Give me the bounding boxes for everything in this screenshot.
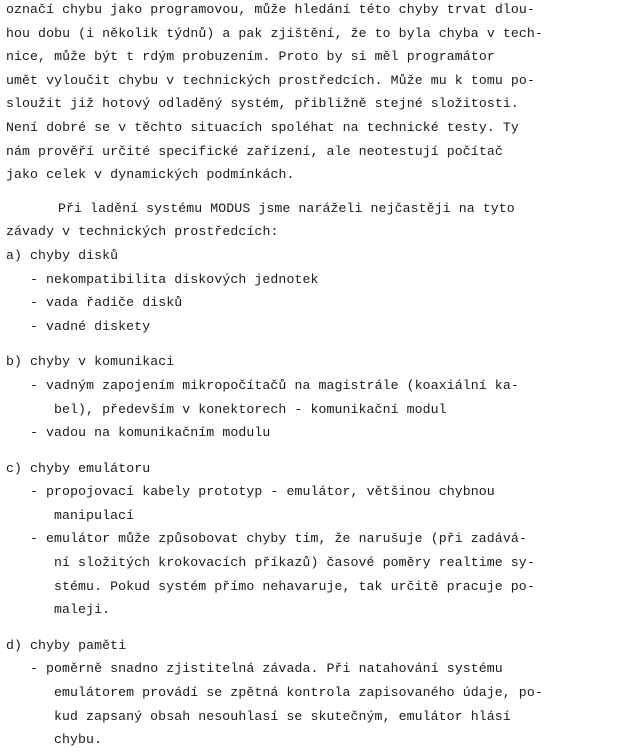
text-line: sloužit již hotový odladěný systém, přibližně stejné složitosti. bbox=[6, 96, 519, 112]
section-disk-faults bbox=[6, 244, 638, 338]
text-line: nice, může být t rdým probuzením. Proto by si měl programátor bbox=[6, 49, 495, 65]
list-item: - emulátor může způsobovat chyby tím, že narušuje (při zadává- bbox=[30, 531, 527, 547]
list-item: - poměrně snadno zjistitelná závada. Při natahování systému bbox=[30, 661, 503, 677]
text-line: hou dobu (i několik týdnů) a pak zjištění, že to byla chyba v tech- bbox=[6, 25, 543, 41]
list-item: - vadné diskety bbox=[30, 318, 151, 334]
text-line: umět vyloučit chybu v technických prostředcích. Může mu k tomu po- bbox=[6, 72, 535, 88]
list-item: - vadným zapojením mikropočítačů na magistrále (koaxiální ka- bbox=[30, 377, 519, 393]
section-communication-faults bbox=[6, 350, 638, 444]
list-item: - vadou na komunikačním modulu bbox=[30, 425, 271, 441]
list-item-continuation: ní složitých krokovacích příkazů) časové poměry realtime sy- bbox=[54, 555, 535, 571]
text-line: označí chybu jako programovou, může hledání této chyby trvat dlou- bbox=[6, 2, 535, 17]
list-item-continuation: emulátorem provádí se zpětná kontrola zapisovaného údaje, po- bbox=[54, 685, 543, 701]
section-heading: c) chyby emulátoru bbox=[6, 460, 151, 476]
section-memory-faults bbox=[6, 634, 638, 752]
list-item-continuation: maleji. bbox=[54, 602, 111, 618]
section-emulator-faults bbox=[6, 457, 638, 622]
list-item: - nekompatibilita diskových jednotek bbox=[30, 271, 319, 287]
section-heading: a) chyby disků bbox=[6, 247, 119, 263]
section-heading: b) chyby v komunikaci bbox=[6, 354, 175, 370]
list-item-continuation: manipulací bbox=[54, 507, 135, 523]
list-item-continuation: kud zapsaný obsah nesouhlasí se skutečným, emulátor hlásí bbox=[54, 708, 511, 724]
list-item-continuation: bel), především v konektorech - komunikační modul bbox=[54, 401, 447, 417]
text-line: závady v technických prostředcích: bbox=[6, 224, 279, 240]
list-item-continuation: stému. Pokud systém přímo nehavaruje, tak určitě pracuje po- bbox=[54, 578, 535, 594]
list-item: - vada řadiče disků bbox=[30, 295, 183, 311]
faults-intro-paragraph bbox=[6, 197, 638, 244]
section-heading: d) chyby paměti bbox=[6, 637, 127, 653]
intro-paragraph bbox=[6, 0, 638, 187]
text-line: Není dobré se v těchto situacích spoléhat na technické testy. Ty bbox=[6, 119, 519, 135]
text-line: jako celek v dynamických podmínkách. bbox=[6, 167, 295, 183]
document-page bbox=[6, 0, 638, 752]
text-line: Při ladění systému MODUS jsme naráželi nejčastěji na tyto bbox=[58, 200, 515, 216]
list-item: - propojovací kabely prototyp - emulátor, většinou chybnou bbox=[30, 484, 495, 500]
text-line: nám prověří určité specifické zařízení, ale neotestují počítač bbox=[6, 143, 503, 159]
list-item-continuation: chybu. bbox=[54, 732, 103, 748]
